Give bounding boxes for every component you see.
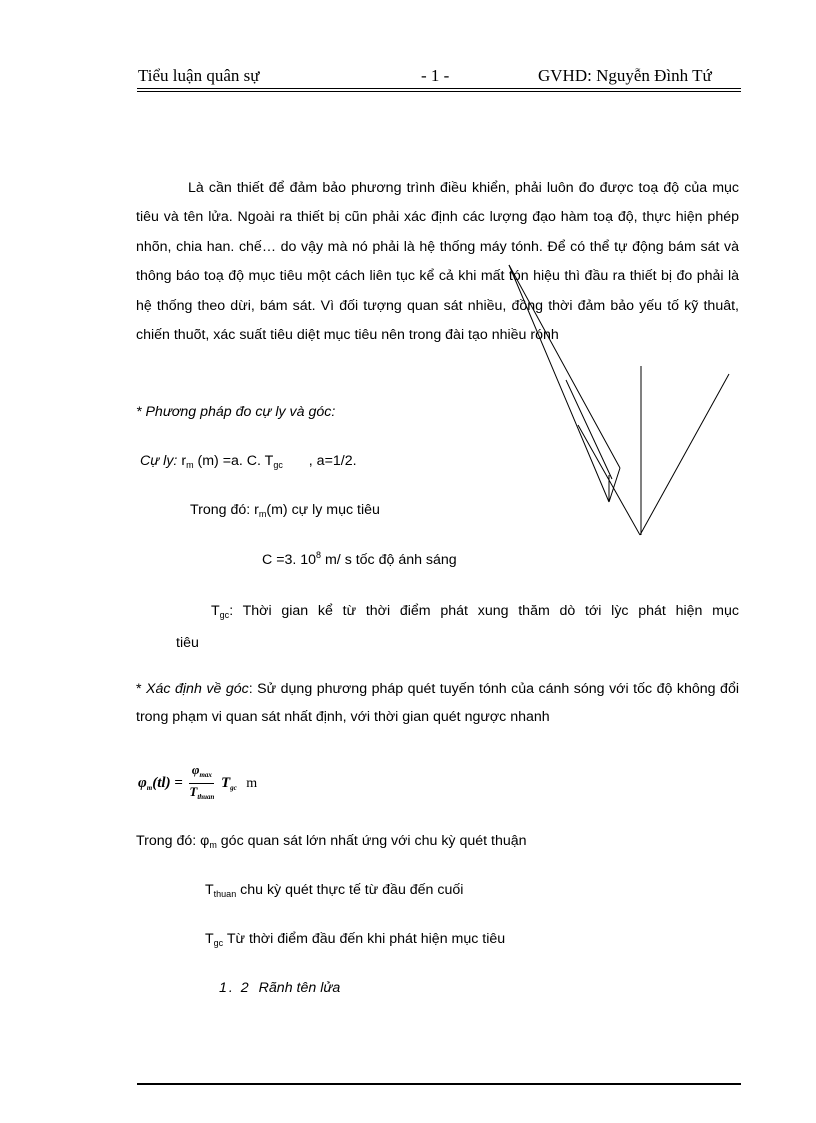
tgc2-t: T (205, 931, 214, 947)
diagram-line (566, 380, 612, 479)
thuan-rest: chu kỳ quét thực tế từ đầu đến cuối (236, 882, 464, 898)
where-range-rest: (m) cự ly mục tiêu (266, 502, 380, 518)
diagram-line (578, 425, 640, 535)
angle-text: : Sử dụng phương pháp quét tuyến tónh của cánh sóng với tốc độ không đổi trong phạm vi quan sát nhất định, với thời gian quét ngược nhanh (136, 681, 739, 725)
header-instructor: GVHD: Nguyễn Đình Tứ (538, 66, 712, 85)
formula-mult-symbol: T (220, 775, 231, 791)
tgc-line1: : Thời gian kể từ thời điểm phát xung thăm dò tới lỳc phát hiện mục (229, 603, 739, 619)
formula-num-symbol: φ (191, 762, 200, 777)
angle-label: Xác định về góc (146, 681, 249, 697)
thuan-sub: thuan (213, 889, 237, 899)
range-r-sub: m (186, 460, 194, 470)
formula-den-symbol: T (189, 784, 198, 799)
page-number: - 1 - (421, 66, 450, 85)
formula-unit: m (246, 775, 258, 791)
range-r: r (181, 453, 187, 469)
thuan-t: T (205, 882, 214, 898)
where-angle-prefix: Trong đó: φ (136, 833, 210, 849)
header-title: Tiểu luận quân sự (138, 66, 260, 85)
speed-rest: m/ s tốc độ ánh sáng (321, 552, 457, 568)
speed-exponent: 8 (316, 550, 322, 560)
diagram-line (509, 265, 609, 502)
formula-lhs-symbol: φ (138, 775, 147, 791)
tgc-t: T (211, 603, 220, 619)
footer-rule (137, 1083, 741, 1085)
tgc-line2: tiêu (176, 635, 199, 651)
formula-mult-sub: gc (230, 784, 237, 792)
section-number: 1. 2 (219, 980, 251, 996)
tgc2-rest: Từ thời điểm đầu đến khi phát hiện mục tiêu (223, 931, 506, 947)
range-t-sub: gc (273, 460, 283, 470)
where-angle-rest: góc quan sát lớn nhất ứng với chu kỳ quét thuận (216, 833, 527, 849)
intro-text: Là cần thiết để đảm bảo phương trình điều khiển, phải luôn đo được toạ độ của mục tiêu và tên lửa. Ngoài ra thiết bị cũn phải xác định các lượng đạo hàm toạ độ, thực hiện phép nhõn, chia han. chế… do vậy mà nó phải là hệ thống máy tónh. Để có thể tự động bám sát và thông báo toạ độ mục tiêu một cách liên tục kể cả khi mất tón hiệu thì đầu ra thiết bị đo phải là hệ thống theo dừi, bám sát. Vì đối tượng quan sát nhiều, đồng thời đảm bảo yếu tố kỹ thuât, chiến thuõt, xác suất tiêu diệt mục tiêu nên trong đài tạo nhiều rónh (136, 180, 739, 344)
where-angle-sub: m (209, 840, 217, 850)
formula-den-sub: thuan (197, 793, 215, 801)
range-expr-b: , a=1/2. (308, 453, 357, 469)
formula-lhs-arg: (tl) = (152, 775, 183, 791)
tgc2-sub: gc (213, 938, 224, 948)
tgc-sub: gc (219, 610, 230, 620)
where-range-prefix: Trong đó: r (190, 502, 259, 518)
angle-star: * (136, 681, 147, 697)
diagram-line (509, 265, 620, 468)
formula-lhs-sub: m (146, 784, 153, 792)
diagram-line (640, 374, 729, 535)
method-heading: * Phương pháp đo cự ly và góc: (136, 404, 336, 420)
speed-prefix: C =3. 10 (262, 552, 317, 568)
formula-num-sub: max (199, 771, 212, 779)
section-title: Rãnh tên lửa (258, 980, 341, 996)
range-expr-a: (m) =a. C. T (197, 453, 274, 469)
where-range-sub: m (258, 509, 267, 519)
range-label: Cự ly: (140, 453, 178, 469)
